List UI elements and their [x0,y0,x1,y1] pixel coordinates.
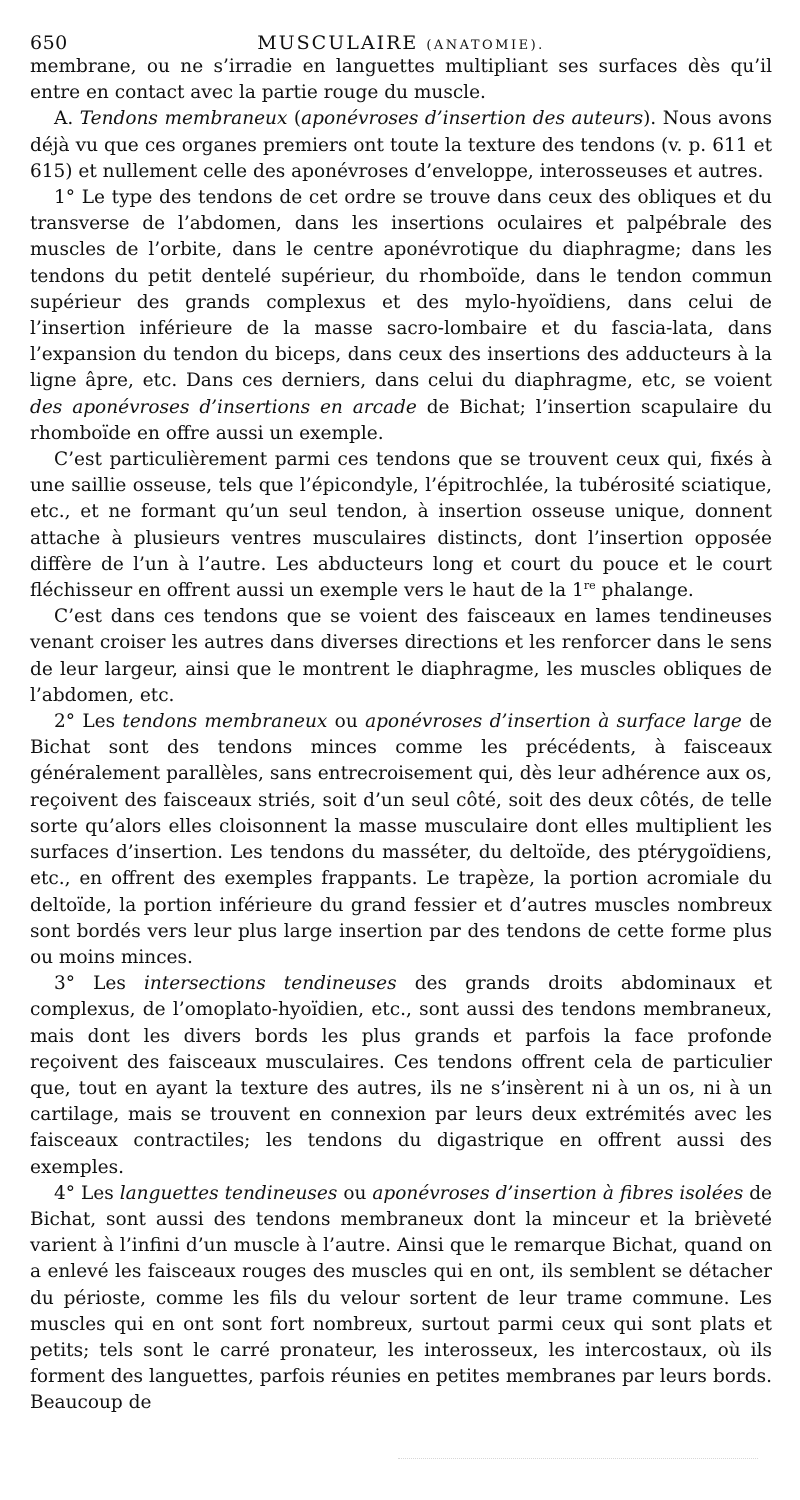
paragraph-item-3: 3° Les intersections tendineuses des grands droits abdominaux et complexus, de l’omoplato-hyoïdien, etc., sont aussi des tendons membraneux, mais dont les divers bords les plus grands et parfois la face profonde reçoivent des faisceaux musculaires. Ces tendons offrent cela de particulier que, tout en ayant la texture des autres, ils ne s’insèrent ni à un os, ni à un cartilage, mais se trouvent en connexion par leurs deux extrémités avec les faisceaux contractiles; les tendons du digastrique en offrent aussi des exemples. [30,973,772,1178]
paragraph-item-4: 4° Les languettes tendineuses ou aponévroses d’insertion à fibres isolées de Bichat, sont aussi des tendons membraneux dont la minceur et la brièveté varient à l’infini d’un muscle à l’autre. Ainsi que le remarque Bichat, quand on a enlevé les faisceaux rouges des muscles qui en ont, ils semblent se détacher du périoste, comme les fils du velour sortent de leur trame commune. Les muscles qui en ont sont fort nombreux, surtout parmi ceux qui sont plats et petits; tels sont le carré pronateur, les interosseux, les intercostaux, où ils forment des languettes, parfois réunies en petites membranes par leurs bords. Beaucoup de [30,1182,772,1414]
body-text [30,54,772,1417]
paragraph: C’est dans ces tendons que se voient des faisceaux en lames tendineuses venant croiser les autres dans diverses directions et les renforcer dans le sens de leur largeur, ainsi que le montrent le diaphragme, les muscles obliques de l’abdomen, etc. [30,606,772,706]
page-number: 650 [30,32,68,54]
document-page [30,24,772,1417]
scan-artifact [398,1458,758,1465]
paragraph-item-2: 2° Les tendons membraneux ou aponévroses d’insertion à surface large de Bichat sont des tendons minces comme les précédents, à faisceaux généralement parallèles, sans entrecroisement qui, dès leur adhérence aux os, reçoivent des faisceaux striés, soit d’un seul côté, soit des deux côtés, de telle sorte qu’alors elles cloisonnent la masse musculaire dont elles multiplient les surfaces d’insertion. Les tendons du masséter, du deltoïde, des ptérygoïdiens, etc., en offrent des exemples frappants. Le trapèze, la portion acromiale du deltoïde, la portion inférieure du grand fessier et d’autres muscles nombreux sont bordés vers leur plus large insertion par des tendons de cette forme plus ou moins minces. [30,711,773,968]
section-title: Tendons membraneux [79,108,288,130]
page-title [30,32,772,54]
paragraph: C’est particulièrement parmi ces tendons que se trouvent ceux qui, fixés à une saillie osseuse, tels que l’épicondyle, l’épitrochlée, la tubérosité sciatique, etc., et ne formant qu’un seul tendon, à insertion osseuse unique, donnent attache à plusieurs ventres musculaires distincts, dont l’insertion opposée diffère de l’un à l’autre. Les abducteurs long et court du pouce et le court fléchisseur en offrent aussi un exemple vers le haut de la 1re phalange. [30,449,772,602]
running-head [30,24,772,54]
paragraph-section-a: A. Tendons membraneux (aponévroses d’insertion des auteurs). Nous avons déjà vu que ces organes premiers ont toute la texture des tendons (v. p. 611 et 615) et nullement celle des aponévroses d’enveloppe, interosseuses et autres. [30,108,772,182]
title-main: MUSCULAIRE [257,32,419,54]
paragraph-continuation: membrane, ou ne s’irradie en languettes multipliant ses surfaces dès qu’il entre en contact avec la partie rouge du muscle. [30,56,772,104]
title-subtitle: (ANATOMIE). [426,38,545,53]
paragraph-item-1: 1° Le type des tendons de cet ordre se trouve dans ceux des obliques et du transverse de l’abdomen, dans les insertions oculaires et palpébrale des muscles de l’orbite, dans le centre aponévrotique du diaphragme; dans les tendons du petit dentelé supérieur, du rhomboïde, dans le tendon commun supérieur des grands complexus et des mylo-hyoïdiens, dans celui de l’insertion inférieure de la masse sacro-lombaire et du fascia-lata, dans l’expansion du tendon du biceps, dans ceux des insertions des adducteurs à la ligne âpre, etc. Dans ces derniers, dans celui du diaphragme, etc, se voient des aponévroses d’insertions en arcade de Bichat; l’insertion scapulaire du rhomboïde en offre aussi un exemple. [30,187,772,444]
